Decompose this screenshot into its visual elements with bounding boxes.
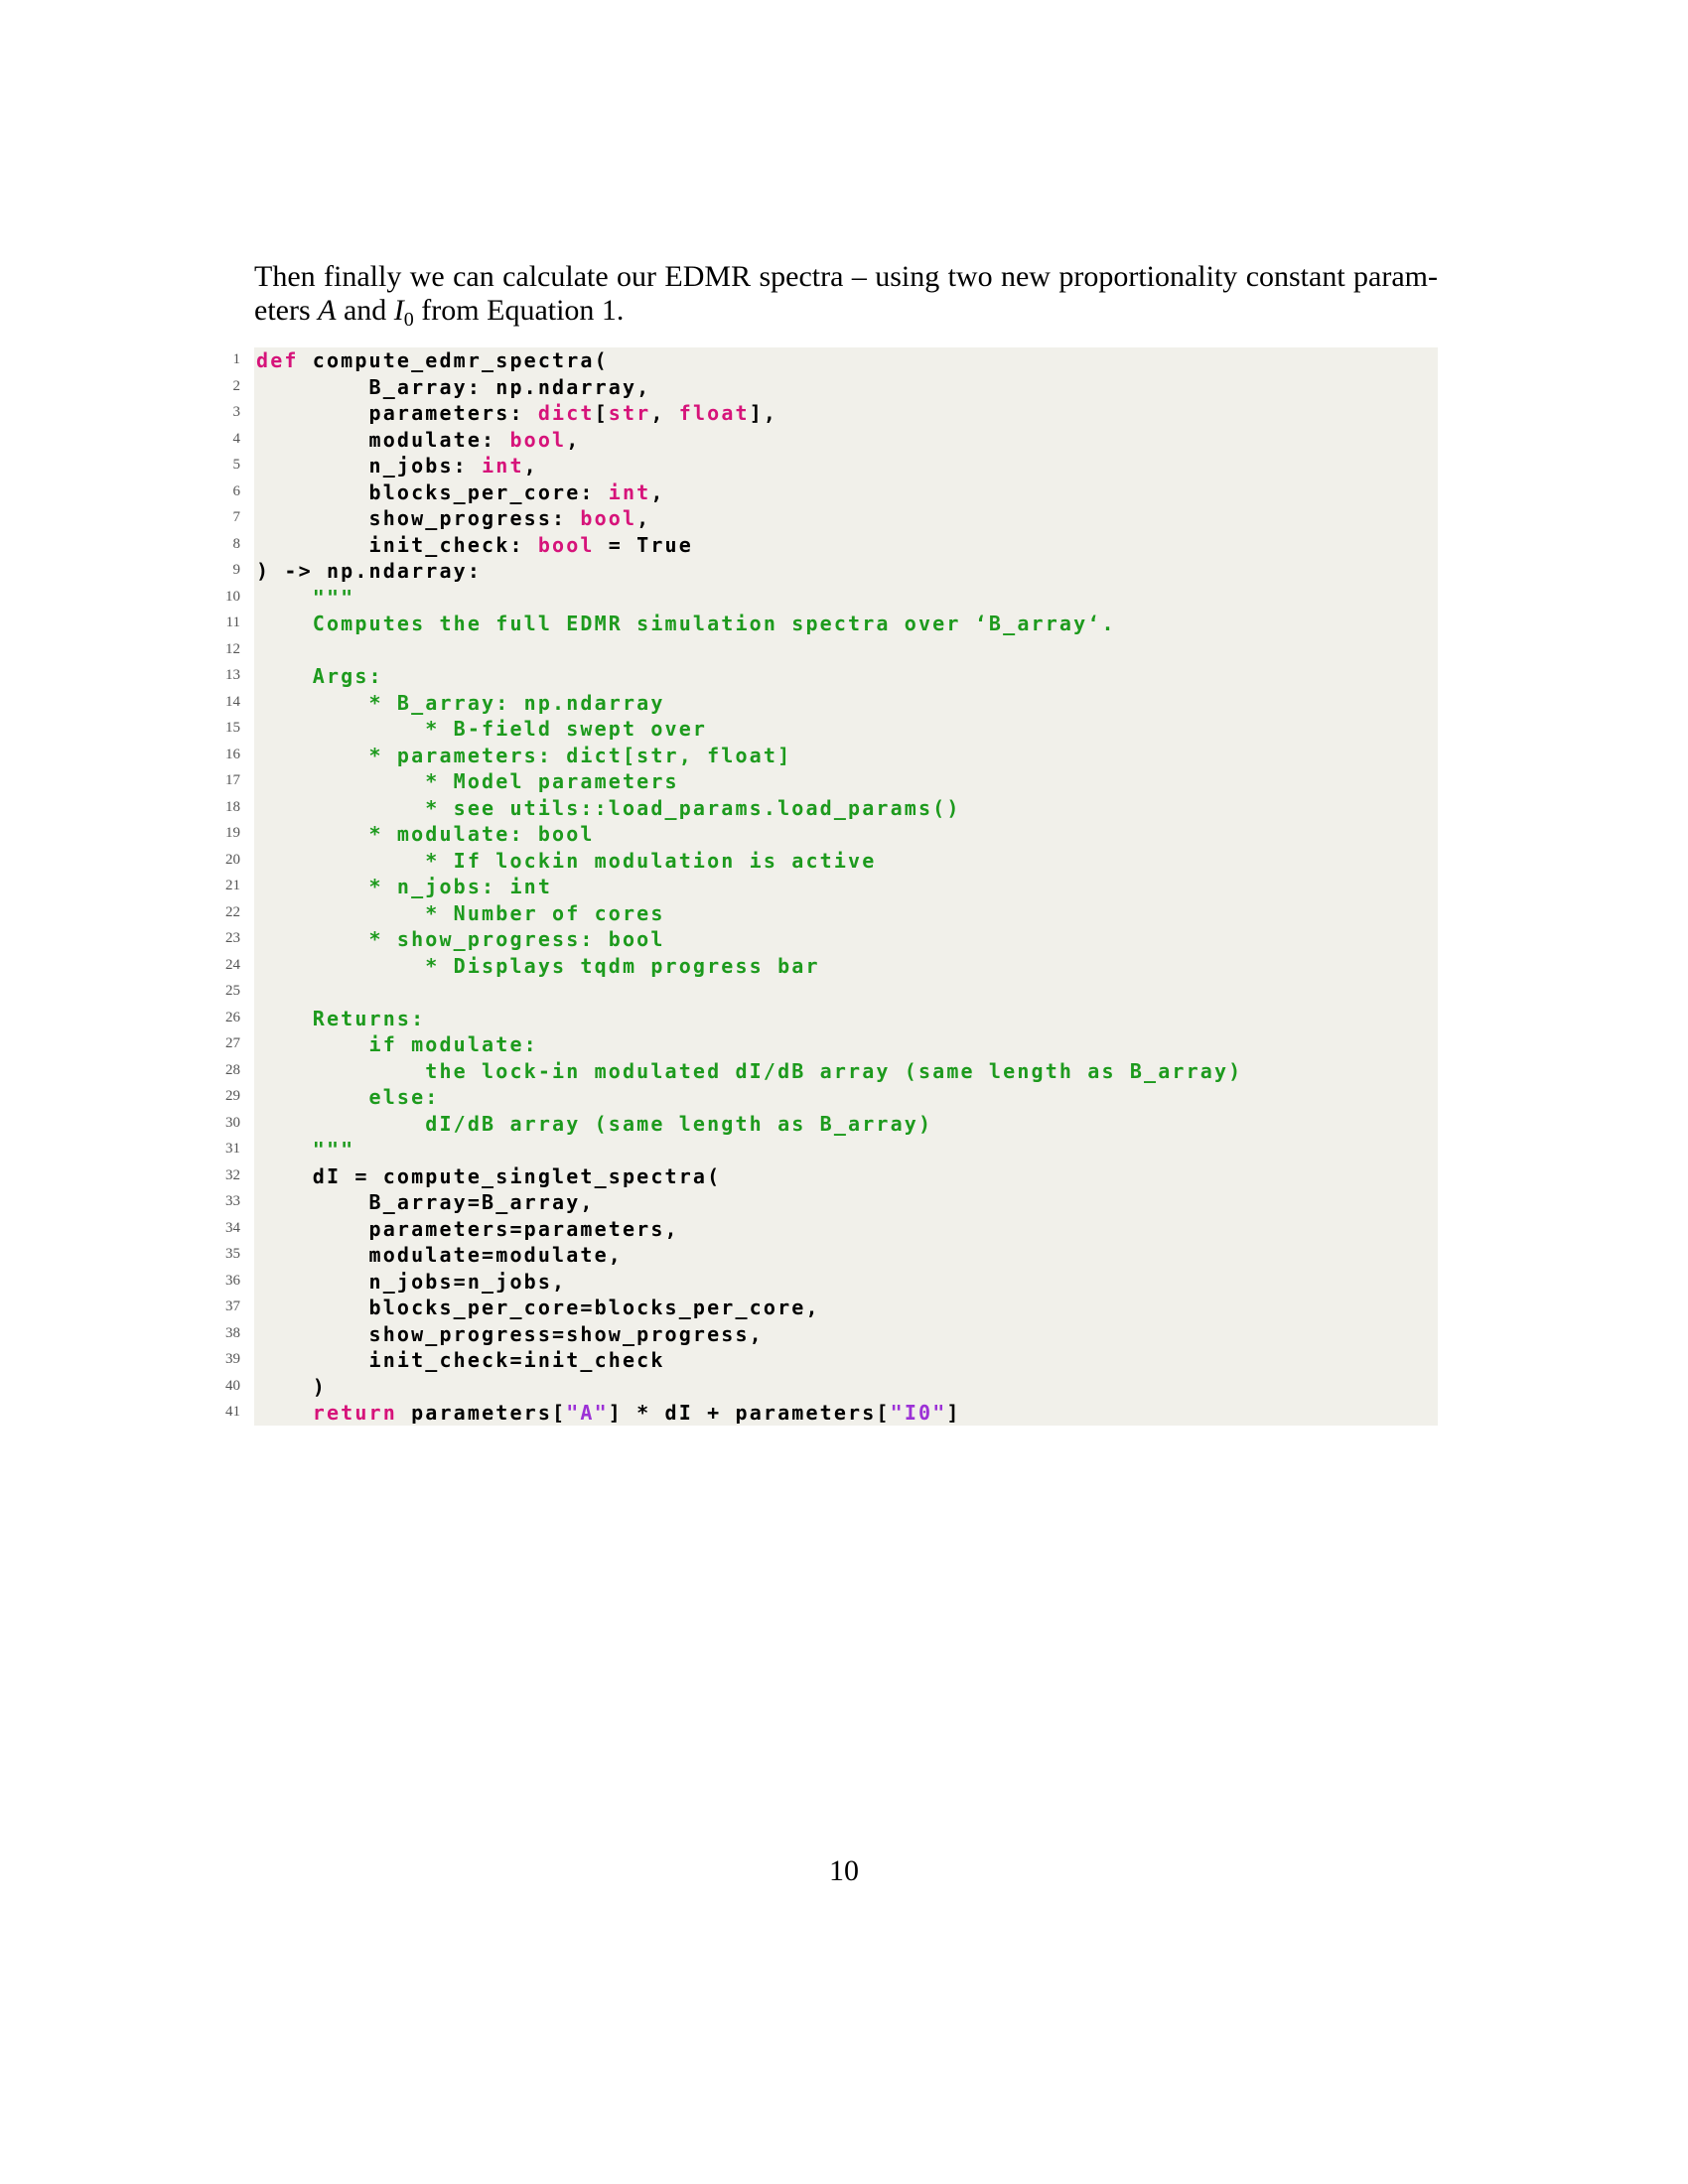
code-line — [225, 1031, 1438, 1058]
code-token: B_array=B_array, — [256, 1190, 595, 1214]
code-line — [225, 768, 1438, 795]
code-token: n_jobs=n_jobs, — [256, 1269, 567, 1294]
code-text — [256, 1084, 439, 1111]
code-token: , — [650, 479, 665, 504]
line-number: 23 — [225, 930, 240, 946]
code-token: * B_array: np.ndarray — [256, 690, 665, 715]
code-line — [232, 374, 1438, 401]
code-text — [256, 427, 580, 454]
math-subscript: 0 — [403, 309, 414, 331]
line-number: 6 — [232, 482, 240, 499]
page-number: 10 — [829, 1854, 859, 1887]
code-text — [256, 1058, 1242, 1085]
code-text — [256, 1242, 623, 1269]
code-token: show_progress=show_progress, — [256, 1321, 764, 1346]
code-line — [225, 874, 1438, 900]
intro-text: from Equation 1. — [413, 294, 625, 327]
code-text — [256, 347, 609, 374]
code-text — [256, 690, 665, 717]
code-line — [225, 716, 1438, 743]
line-number: 34 — [225, 1219, 240, 1236]
code-text — [256, 900, 665, 927]
line-number: 7 — [232, 509, 240, 525]
code-token: def — [256, 348, 299, 372]
code-token: int — [482, 454, 524, 478]
intro-paragraph — [254, 260, 1438, 331]
code-text — [256, 1137, 354, 1163]
code-line — [232, 347, 1438, 374]
code-token: parameters[ — [396, 1401, 567, 1425]
code-token: * Model parameters — [256, 769, 679, 793]
code-token: , — [636, 506, 651, 530]
code-text — [256, 1031, 538, 1058]
code-line — [225, 821, 1438, 848]
code-text — [256, 1321, 764, 1348]
code-line — [232, 532, 1438, 559]
code-line — [225, 926, 1438, 953]
code-line — [225, 1216, 1438, 1243]
line-number: 16 — [225, 746, 240, 762]
intro-line-2 — [254, 294, 1438, 331]
line-number: 27 — [225, 1035, 240, 1051]
line-number: 29 — [225, 1088, 240, 1104]
code-token: * see utils::load_params.load_params() — [256, 795, 961, 820]
code-token: blocks_per_core: — [256, 479, 609, 504]
code-text — [256, 611, 1116, 637]
code-token: float — [678, 401, 750, 425]
line-number: 22 — [225, 903, 240, 920]
code-line — [225, 663, 1438, 690]
code-token: parameters=parameters, — [256, 1216, 679, 1241]
code-line — [232, 479, 1438, 506]
line-number: 19 — [225, 825, 240, 841]
code-line — [225, 690, 1438, 717]
code-line — [225, 1347, 1438, 1374]
code-text — [256, 716, 707, 743]
line-number: 12 — [225, 640, 240, 657]
code-line — [225, 795, 1438, 822]
line-number: 17 — [225, 772, 240, 788]
code-token: init_check=init_check — [256, 1348, 665, 1372]
code-line — [232, 505, 1438, 532]
code-line — [225, 1321, 1438, 1348]
code-line — [225, 1374, 1438, 1401]
code-token: * modulate: bool — [256, 822, 595, 846]
code-line — [225, 1006, 1438, 1032]
code-text — [256, 400, 777, 427]
line-number: 18 — [225, 798, 240, 815]
line-number: 14 — [225, 693, 240, 710]
code-token: dict — [537, 401, 595, 425]
code-line — [225, 1058, 1438, 1085]
code-line — [225, 1137, 1438, 1163]
code-token: Args: — [256, 664, 383, 688]
line-number: 37 — [225, 1298, 240, 1314]
code-text — [256, 821, 595, 848]
code-line — [225, 1084, 1438, 1111]
line-number: 4 — [232, 430, 240, 447]
line-number: 25 — [225, 983, 240, 999]
code-line — [225, 1242, 1438, 1269]
code-line — [225, 1163, 1438, 1190]
code-line — [225, 1189, 1438, 1216]
code-token: * show_progress: bool — [256, 927, 665, 951]
code-text — [256, 743, 791, 769]
code-text — [256, 1374, 327, 1401]
line-number: 26 — [225, 1009, 240, 1025]
math-var-i: I — [393, 294, 404, 327]
code-token: Computes the full EDMR simulation spectra over ‘B_array‘. — [256, 612, 1116, 635]
line-number: 21 — [225, 878, 240, 893]
code-line — [225, 979, 1438, 1006]
code-token: if modulate: — [256, 1032, 538, 1056]
code-text — [256, 953, 820, 980]
code-token: , — [650, 401, 679, 425]
code-text — [256, 663, 383, 690]
code-text — [256, 1111, 932, 1138]
line-number: 1 — [232, 351, 240, 367]
code-line — [225, 953, 1438, 980]
code-token: * Displays tqdm progress bar — [256, 953, 820, 978]
line-number: 31 — [225, 1141, 240, 1157]
code-token: the lock-in modulated dI/dB array (same length as B_array) — [256, 1058, 1243, 1083]
line-number: 35 — [225, 1246, 240, 1262]
line-number: 8 — [232, 535, 240, 552]
line-number: 11 — [225, 614, 240, 630]
code-token: return — [312, 1401, 397, 1425]
code-text — [256, 1295, 820, 1321]
line-number: 20 — [225, 851, 240, 868]
code-token — [256, 1401, 313, 1425]
line-number: 3 — [232, 404, 240, 420]
line-number: 39 — [225, 1351, 240, 1367]
line-number: 9 — [232, 562, 240, 578]
code-token: bool — [537, 532, 595, 557]
code-text — [256, 768, 679, 795]
code-line — [225, 1111, 1438, 1138]
code-line — [225, 585, 1438, 612]
line-number: 40 — [225, 1377, 240, 1394]
code-token: * If lockin modulation is active — [256, 848, 877, 873]
code-token: ) — [256, 1374, 327, 1399]
line-number: 41 — [225, 1404, 240, 1420]
code-token: compute_edmr_spectra( — [298, 348, 609, 372]
code-text — [256, 1347, 665, 1374]
code-token: , — [566, 427, 581, 452]
line-number: 15 — [225, 720, 240, 736]
line-number: 5 — [232, 457, 240, 473]
code-token: modulate=modulate, — [256, 1243, 623, 1267]
code-line — [225, 900, 1438, 927]
code-token: bool — [509, 427, 567, 452]
code-token: """ — [256, 1138, 355, 1161]
code-line — [232, 427, 1438, 454]
math-var-i0 — [393, 294, 414, 331]
code-line — [232, 558, 1438, 585]
code-text — [256, 874, 552, 900]
math-var-a: A — [318, 294, 337, 327]
code-token: """ — [256, 585, 355, 610]
line-number: 32 — [225, 1166, 240, 1183]
code-text — [256, 1189, 595, 1216]
code-token: str — [608, 401, 651, 425]
code-text — [256, 1163, 721, 1190]
code-token: * B-field swept over — [256, 717, 708, 741]
code-token: * n_jobs: int — [256, 875, 553, 898]
code-text — [256, 848, 876, 875]
line-number: 24 — [225, 956, 240, 973]
code-text — [256, 795, 961, 822]
code-token: else: — [256, 1085, 440, 1109]
code-token: ] — [946, 1401, 961, 1425]
code-token: modulate: — [256, 427, 510, 452]
code-token: dI = compute_singlet_spectra( — [256, 1163, 722, 1188]
code-line — [232, 400, 1438, 427]
line-number: 10 — [225, 588, 240, 605]
code-token: [ — [594, 401, 609, 425]
code-text — [256, 585, 354, 612]
code-token: dI/dB array (same length as B_array) — [256, 1111, 933, 1136]
intro-line-1: Then finally we can calculate our EDMR spectra – using two new proportionality constant param- — [254, 260, 1438, 293]
code-token: ) -> np.ndarray: — [256, 559, 483, 583]
code-token: ], — [749, 401, 778, 425]
code-line — [225, 1295, 1438, 1321]
code-text — [256, 1400, 961, 1427]
code-token: B_array: np.ndarray, — [256, 374, 651, 399]
code-token: parameters: — [256, 401, 538, 425]
code-token: show_progress: — [256, 506, 581, 530]
intro-text: eters — [254, 294, 319, 327]
code-text — [256, 479, 665, 506]
code-token: "A" — [566, 1401, 609, 1425]
code-token: n_jobs: — [256, 454, 483, 478]
code-line — [225, 611, 1438, 637]
code-text — [256, 1006, 425, 1032]
line-number: 2 — [232, 377, 240, 394]
code-token: = True — [594, 532, 693, 557]
code-text — [256, 505, 650, 532]
code-text — [256, 558, 482, 585]
code-line — [225, 1269, 1438, 1296]
line-number: 28 — [225, 1061, 240, 1078]
code-text — [256, 926, 665, 953]
line-number: 38 — [225, 1324, 240, 1341]
intro-text: and — [336, 294, 394, 327]
code-text — [256, 1216, 679, 1243]
code-token: bool — [580, 506, 637, 530]
line-number: 33 — [225, 1193, 240, 1209]
code-token: int — [608, 479, 651, 504]
code-token: * Number of cores — [256, 900, 665, 925]
code-line — [225, 637, 1438, 664]
line-number: 30 — [225, 1114, 240, 1131]
code-text — [256, 453, 538, 479]
line-number: 13 — [225, 667, 240, 683]
line-number: 36 — [225, 1272, 240, 1289]
code-line — [225, 1400, 1438, 1427]
code-line — [225, 743, 1438, 769]
code-line — [232, 453, 1438, 479]
code-token: "I0" — [890, 1401, 947, 1425]
code-token: ] * dI + parameters[ — [608, 1401, 891, 1425]
code-token: init_check: — [256, 532, 538, 557]
code-text — [256, 532, 693, 559]
code-token: , — [523, 454, 538, 478]
code-token: blocks_per_core=blocks_per_core, — [256, 1296, 820, 1319]
code-listing — [225, 347, 1438, 1426]
code-text — [256, 374, 650, 401]
code-token: Returns: — [256, 1006, 426, 1030]
code-text — [256, 1269, 566, 1296]
code-token: * parameters: dict[str, float] — [256, 743, 792, 767]
code-line — [225, 848, 1438, 875]
